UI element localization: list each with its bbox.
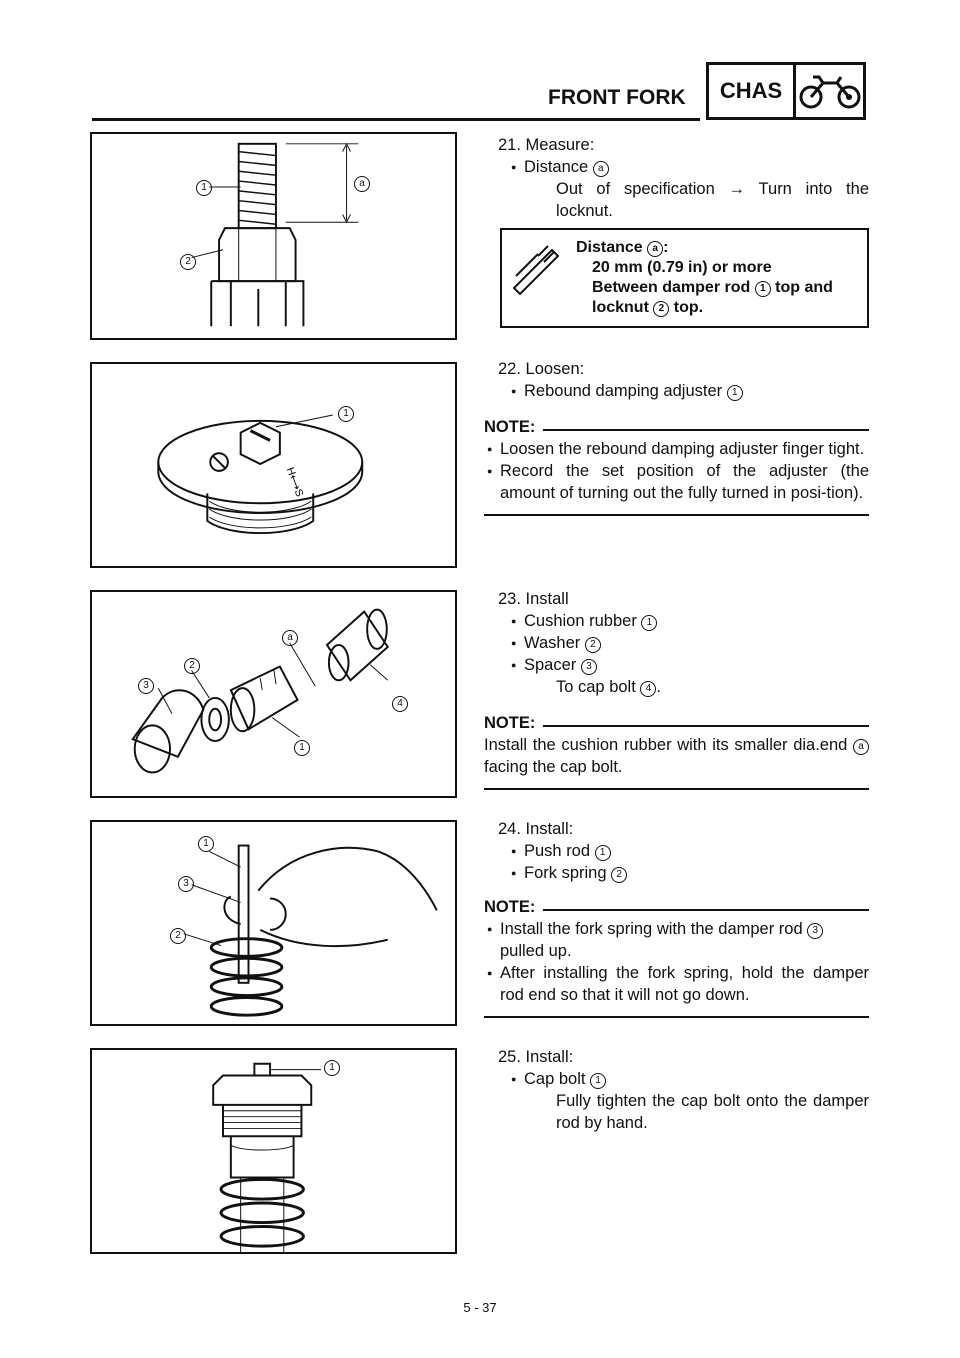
- step-item: Cap bolt: [524, 1070, 586, 1088]
- note-text: Install the cushion rubber with its smaller dia.end: [484, 736, 848, 754]
- step-number: 22.: [498, 360, 521, 378]
- spec-line: Between damper rod: [592, 279, 751, 296]
- spec-box: Distance a : 20 mm (0.79 in) or more Between damper rod 1 top and locknut 2 top.: [500, 228, 869, 328]
- step-item: Spacer: [524, 656, 577, 674]
- note-bullet: pulled up.: [500, 942, 572, 960]
- figure-cap-bolt: [90, 1048, 457, 1254]
- callout-4: 4: [640, 681, 656, 697]
- step-number: 21.: [498, 136, 521, 154]
- step-note: Out of specification → Turn into the locknut.: [556, 180, 869, 220]
- note-bullet: ● Loosen the rebound damping adjuster finger tight.: [500, 438, 869, 460]
- callout-3: 3: [581, 659, 597, 675]
- step-action: Install: [525, 590, 569, 608]
- note-label: NOTE:: [484, 418, 536, 436]
- callout-1: 1: [196, 180, 212, 196]
- step-item: Washer: [524, 634, 581, 652]
- step-25: [484, 1046, 869, 1134]
- step-item: Cushion rubber: [524, 612, 637, 630]
- step-item: Distance: [524, 158, 589, 176]
- spec-value: 20 mm (0.79 in) or more: [592, 259, 772, 276]
- figure-push-rod-spring: [90, 820, 457, 1026]
- spec-line: locknut: [592, 299, 649, 316]
- note-bullet: Install the fork spring with the damper rod: [500, 920, 803, 938]
- step-note: To cap bolt: [556, 678, 636, 696]
- spec-label: Distance: [576, 239, 643, 256]
- callout-4: 4: [392, 696, 408, 712]
- spec-line: top.: [673, 299, 704, 316]
- callout-a: a: [354, 176, 370, 192]
- step-number: 24.: [498, 820, 521, 838]
- step-24: [484, 818, 869, 884]
- step-action: Install:: [525, 1048, 574, 1066]
- page-number: 5 - 37: [463, 1300, 497, 1315]
- callout-a: a: [853, 739, 869, 755]
- callout-1: 1: [755, 281, 771, 297]
- callout-1: 1: [198, 836, 214, 852]
- figure-rebound-adjuster: [90, 362, 457, 568]
- callout-1: 1: [727, 385, 743, 401]
- step-22: [484, 358, 869, 402]
- note-24: [484, 896, 869, 1018]
- measuring-tool-icon: [502, 230, 570, 326]
- callout-1: 1: [338, 406, 354, 422]
- step-21: [484, 134, 869, 222]
- motorcycle-icon: [796, 65, 863, 117]
- step-item: Push rod: [524, 842, 591, 860]
- step-note: Fully tighten the cap bolt onto the damper rod by hand.: [556, 1092, 869, 1132]
- spec-line: top and: [775, 279, 833, 296]
- note-23: [484, 712, 869, 790]
- callout-a: a: [593, 161, 609, 177]
- callout-3: 3: [178, 876, 194, 892]
- callout-2: 2: [611, 867, 627, 883]
- note-label: NOTE:: [484, 714, 536, 732]
- callout-2: 2: [184, 658, 200, 674]
- step-item: Fork spring: [524, 864, 607, 882]
- callout-1: 1: [294, 740, 310, 756]
- note-label: NOTE:: [484, 898, 536, 916]
- callout-1: 1: [595, 845, 611, 861]
- callout-2: 2: [653, 301, 669, 317]
- callout-3: 3: [807, 923, 823, 939]
- callout-2: 2: [170, 928, 186, 944]
- figure-cushion-rubber: [90, 590, 457, 798]
- note-text: facing the cap bolt.: [484, 758, 623, 776]
- step-number: 23.: [498, 590, 521, 608]
- callout-a: a: [282, 630, 298, 646]
- step-action: Loosen:: [525, 360, 585, 378]
- page-section-title: FRONT FORK: [548, 86, 686, 109]
- callout-1: 1: [590, 1073, 606, 1089]
- figure-damper-rod-distance: [90, 132, 457, 340]
- step-number: 25.: [498, 1048, 521, 1066]
- note-22: [484, 416, 869, 516]
- callout-2: 2: [180, 254, 196, 270]
- note-bullet: ● After installing the fork spring, hold the damper rod end so that it will not go down.: [500, 962, 869, 1006]
- step-action: Measure:: [525, 136, 595, 154]
- section-badge-label: CHAS: [709, 65, 796, 117]
- callout-2: 2: [585, 637, 601, 653]
- callout-3: 3: [138, 678, 154, 694]
- svg-text:H⟷S: H⟷S: [283, 465, 306, 499]
- callout-a: a: [647, 241, 663, 257]
- callout-1: 1: [641, 615, 657, 631]
- section-badge: [706, 62, 866, 120]
- step-23: 23. Install ● Cushion rubber 1 ● Washer 2 ● Spacer 3 To cap bolt 4 .: [484, 588, 869, 698]
- header-rule: [92, 118, 700, 121]
- step-item: Rebound damping adjuster: [524, 382, 723, 400]
- step-action: Install:: [525, 820, 574, 838]
- note-bullet: ● Record the set position of the adjuster (the amount of turning out the fully turned in posi-tion).: [500, 460, 869, 504]
- callout-1: 1: [324, 1060, 340, 1076]
